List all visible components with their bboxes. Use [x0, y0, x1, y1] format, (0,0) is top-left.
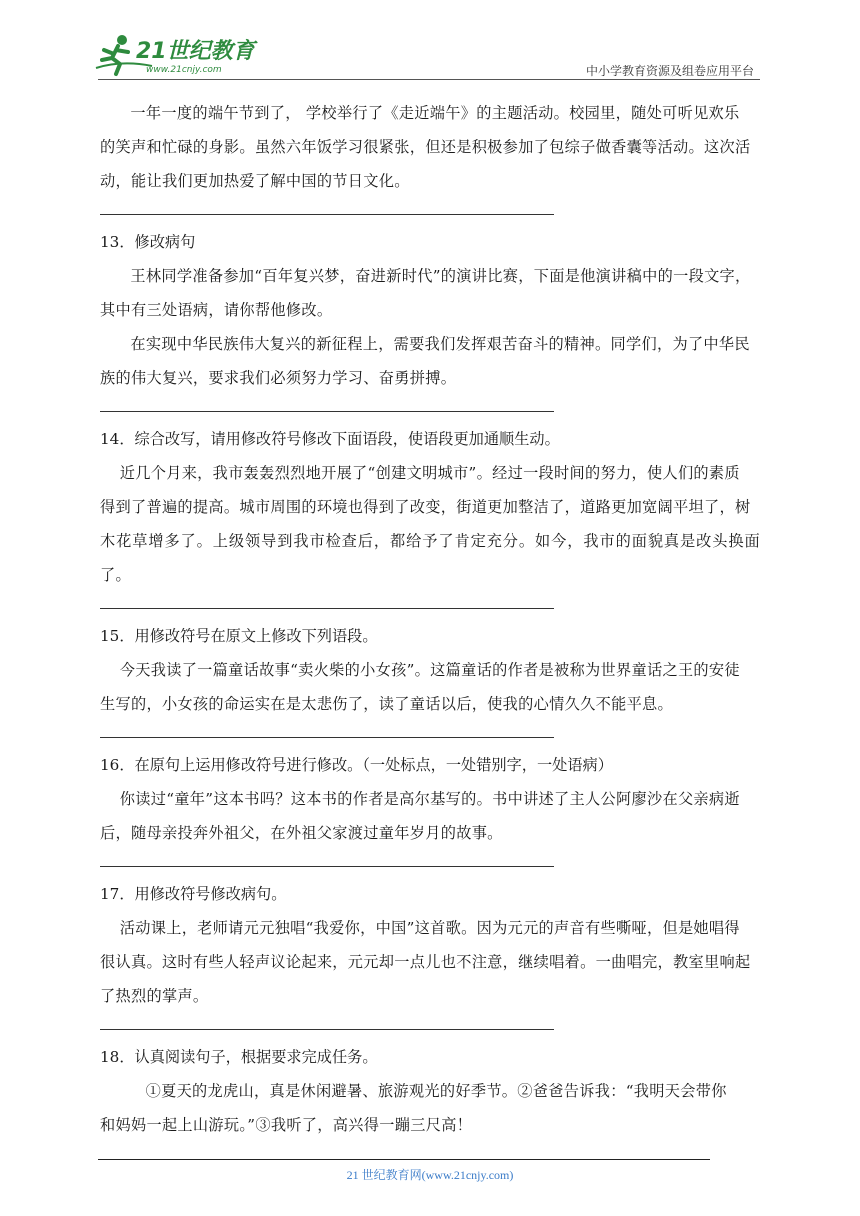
- text-line: 其中有三处语病，请你帮他修改。: [100, 301, 333, 319]
- document-body: [100, 96, 760, 1142]
- question-18: [100, 1040, 760, 1142]
- header-divider: [98, 79, 760, 80]
- logo-url: www.21cnjy.com: [146, 65, 222, 75]
- footer-text: 21 世纪教育网(www.21cnjy.com): [346, 1168, 514, 1182]
- text-line: 了热烈的掌声。: [100, 987, 209, 1005]
- answer-line: [100, 214, 554, 215]
- answer-line: [100, 737, 554, 738]
- text-line: 动，能让我们更加热爱了解中国的节日文化。: [100, 172, 410, 190]
- intro-passage: [100, 96, 760, 198]
- question-title: 17．用修改符号修改病句。: [100, 885, 287, 903]
- answer-line: [100, 608, 554, 609]
- text-line: ①夏天的龙虎山，真是休闲避暑、旅游观光的好季节。②爸爸告诉我：“我明天会带你: [145, 1082, 727, 1100]
- footer-divider: [98, 1159, 710, 1160]
- page-header: [0, 0, 860, 84]
- logo-title: 21世纪教育: [136, 39, 255, 64]
- logo: [92, 30, 262, 78]
- text-line: 和妈妈一起上山游玩。”③我听了，高兴得一蹦三尺高！: [100, 1116, 473, 1134]
- answer-line: [100, 411, 554, 412]
- text-line: 王林同学准备参加“百年复兴梦，奋进新时代”的演讲比赛，下面是他演讲稿中的一段文字，: [130, 267, 751, 285]
- runner-logo-icon: [92, 30, 262, 78]
- text-line: 后，随母亲投奔外祖父，在外祖父家渡过童年岁月的故事。: [100, 824, 503, 842]
- text-line: 活动课上，老师请元元独唱“我爱你，中国”这首歌。因为元元的声音有些嘶哑，但是她唱得: [119, 919, 740, 937]
- text-line: 得到了普遍的提高。城市周围的环境也得到了改变，街道更加整洁了，道路更加宽阔平坦了，树: [100, 498, 751, 516]
- text-line: 你读过“童年”这本书吗？这本书的作者是高尔基写的。书中讲述了主人公阿廖沙在父亲病逝: [119, 790, 740, 808]
- question-title: 18．认真阅读句子，根据要求完成任务。: [100, 1048, 378, 1066]
- text-line: 一年一度的端午节到了， 学校举行了《走近端午》的主题活动。校园里，随处可听见欢乐: [130, 104, 740, 122]
- answer-line: [100, 1029, 554, 1030]
- text-line: 木花草增多了。上级领导到我市检查后，都给予了肯定充分。如今，我市的面貌真是改头换面了。: [100, 532, 760, 584]
- text-line: 近几个月来，我市轰轰烈烈地开展了“创建文明城市”。经过一段时间的努力，使人们的素质: [119, 464, 740, 482]
- text-line: 生写的，小女孩的命运实在是太悲伤了，读了童话以后，使我的心情久久不能平息。: [100, 695, 674, 713]
- text-line: 很认真。这时有些人轻声议论起来，元元却一点儿也不注意，继续唱着。一曲唱完，教室里响起: [100, 953, 751, 971]
- question-15: [100, 619, 760, 721]
- question-16: [100, 748, 760, 850]
- text-line: 在实现中华民族伟大复兴的新征程上，需要我们发挥艰苦奋斗的精神。同学们，为了中华民: [130, 335, 750, 353]
- platform-name: 中小学教育资源及组卷应用平台: [585, 64, 754, 78]
- question-title: 16．在原句上运用修改符号进行修改。（一处标点，一处错别字，一处语病）: [100, 756, 613, 774]
- text-line: 今天我读了一篇童话故事“卖火柴的小女孩”。这篇童话的作者是被称为世界童话之王的安徒: [119, 661, 740, 679]
- text-line: 族的伟大复兴，要求我们必须努力学习、奋勇拼搏。: [100, 369, 457, 387]
- question-14: [100, 422, 760, 592]
- question-title: 13．修改病句: [100, 233, 196, 251]
- question-17: [100, 877, 760, 1013]
- question-title: 15．用修改符号在原文上修改下列语段。: [100, 627, 378, 645]
- text-line: 的笑声和忙碌的身影。虽然六年饭学习很紧张，但还是积极参加了包综子做香囊等活动。这次活: [100, 138, 751, 156]
- answer-line: [100, 866, 554, 867]
- question-title: 14．综合改写，请用修改符号修改下面语段，使语段更加通顺生动。: [100, 430, 560, 448]
- question-13: [100, 225, 760, 395]
